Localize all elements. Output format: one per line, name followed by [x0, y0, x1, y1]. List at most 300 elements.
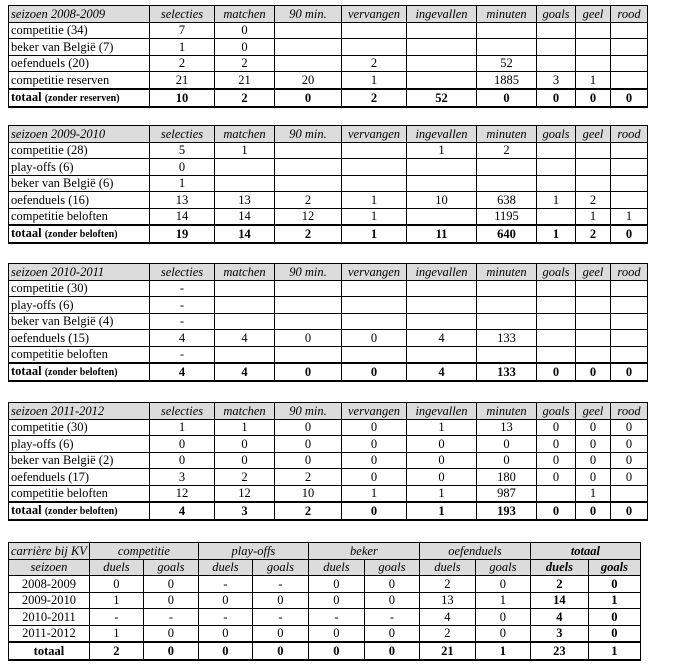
table-cell: 0	[215, 452, 275, 469]
table-row	[9, 175, 648, 192]
table-cell	[576, 159, 611, 176]
table-header-row	[9, 126, 648, 143]
table-row	[9, 485, 648, 502]
table-cell: 1885	[477, 72, 537, 89]
table-cell	[537, 175, 576, 192]
season-table	[8, 263, 648, 382]
table-cell	[275, 313, 342, 330]
table-cell	[407, 22, 477, 39]
career-cell: 0	[588, 609, 640, 626]
career-group-header	[9, 543, 641, 560]
row-label: beker van België (7)	[9, 39, 150, 56]
table-cell	[576, 280, 611, 297]
group-header: play-offs	[198, 543, 308, 560]
season-label: 2010-2011	[9, 609, 90, 626]
career-cell: 0	[308, 592, 364, 609]
table-row	[9, 280, 648, 297]
table-cell	[342, 39, 407, 56]
career-cell: 0	[143, 576, 198, 593]
career-row	[9, 592, 641, 609]
column-header: minuten	[477, 403, 537, 420]
row-label: oefenduels (20)	[9, 55, 150, 72]
table-cell	[611, 192, 648, 209]
row-label: beker van België (2)	[9, 452, 150, 469]
table-cell	[477, 159, 537, 176]
table-cell: 2	[342, 55, 407, 72]
table-cell: -	[150, 280, 215, 297]
table-cell	[611, 346, 648, 363]
career-cell: 0	[364, 576, 419, 593]
table-cell	[537, 313, 576, 330]
table-cell	[576, 55, 611, 72]
table-cell: 0	[275, 330, 342, 347]
table-cell: 0	[407, 469, 477, 486]
total-cell: 0	[537, 502, 576, 520]
career-cell: 1	[588, 592, 640, 609]
table-row	[9, 469, 648, 486]
subheader-cell: goals	[364, 559, 419, 576]
total-cell: 0	[477, 89, 537, 107]
row-label: play-offs (6)	[9, 159, 150, 176]
career-cell: -	[89, 609, 143, 626]
table-cell: 1	[342, 72, 407, 89]
table-cell: 1	[576, 485, 611, 502]
career-cell: 0	[308, 625, 364, 642]
career-cell: -	[252, 609, 308, 626]
row-label: beker van België (4)	[9, 313, 150, 330]
table-cell: 0	[537, 436, 576, 453]
total-cell: 1	[475, 642, 530, 660]
career-cell: 0	[475, 576, 530, 593]
table-cell	[477, 346, 537, 363]
total-cell: 0	[275, 89, 342, 107]
total-label: totaal	[9, 642, 90, 660]
column-header: 90 min.	[275, 6, 342, 23]
table-cell	[537, 39, 576, 56]
table-row	[9, 142, 648, 159]
table-cell: 0	[611, 419, 648, 436]
table-cell: 13	[215, 192, 275, 209]
table-cell: 1	[407, 419, 477, 436]
total-cell: 21	[419, 642, 475, 660]
total-word: totaal	[11, 226, 42, 240]
table-row	[9, 313, 648, 330]
table-row	[9, 22, 648, 39]
column-header: selecties	[150, 264, 215, 281]
subheader-cell: duels	[308, 559, 364, 576]
table-cell: 0	[576, 436, 611, 453]
table-row	[9, 72, 648, 89]
total-cell: 193	[477, 502, 537, 520]
career-cell: -	[252, 576, 308, 593]
table-cell: 7	[150, 22, 215, 39]
total-note: (zonder beloften)	[44, 506, 118, 517]
table-row	[9, 346, 648, 363]
table-cell	[537, 346, 576, 363]
table-cell	[215, 175, 275, 192]
subheader-cell: goals	[252, 559, 308, 576]
column-header: matchen	[215, 403, 275, 420]
career-cell: 0	[475, 609, 530, 626]
subheader-cell: duels	[419, 559, 475, 576]
career-cell: 2	[419, 576, 475, 593]
table-cell: 0	[342, 330, 407, 347]
table-cell: 1	[342, 485, 407, 502]
table-cell: 2	[275, 469, 342, 486]
group-header: competitie	[89, 543, 198, 560]
table-cell	[611, 485, 648, 502]
table-row	[9, 208, 648, 225]
table-header-row	[9, 403, 648, 420]
table-cell: 1	[537, 192, 576, 209]
total-cell: 0	[308, 642, 364, 660]
row-label: oefenduels (15)	[9, 330, 150, 347]
column-header: minuten	[477, 264, 537, 281]
table-cell	[342, 297, 407, 314]
table-cell: -	[150, 346, 215, 363]
table-cell: 0	[611, 452, 648, 469]
total-cell: 0	[611, 363, 648, 381]
table-cell	[537, 280, 576, 297]
table-cell	[342, 346, 407, 363]
total-cell: 2	[275, 225, 342, 243]
career-cell: 0	[198, 625, 252, 642]
table-cell: 987	[477, 485, 537, 502]
table-cell: 0	[342, 452, 407, 469]
table-cell: 20	[275, 72, 342, 89]
career-cell: 0	[89, 576, 143, 593]
table-row	[9, 419, 648, 436]
table-cell: 0	[407, 436, 477, 453]
total-cell: 1	[537, 225, 576, 243]
column-header: ingevallen	[407, 6, 477, 23]
row-label: competitie (28)	[9, 142, 150, 159]
table-cell: 12	[215, 485, 275, 502]
table-cell: 14	[150, 208, 215, 225]
career-cell: 0	[143, 592, 198, 609]
table-cell: 2	[150, 55, 215, 72]
total-cell: 0	[342, 363, 407, 381]
total-cell: 133	[477, 363, 537, 381]
table-cell: 2	[215, 55, 275, 72]
table-cell	[275, 175, 342, 192]
career-cell: 0	[252, 592, 308, 609]
table-cell	[342, 313, 407, 330]
table-cell: 0	[477, 436, 537, 453]
subheader-cell: goals	[143, 559, 198, 576]
table-cell: 0	[150, 159, 215, 176]
column-header: geel	[576, 264, 611, 281]
column-header: selecties	[150, 6, 215, 23]
table-cell: 4	[150, 330, 215, 347]
row-label: competitie beloften	[9, 346, 150, 363]
total-word: totaal	[11, 364, 42, 378]
table-cell	[576, 330, 611, 347]
column-header: vervangen	[342, 6, 407, 23]
table-cell: 5	[150, 142, 215, 159]
total-cell: 0	[537, 89, 576, 107]
row-label: play-offs (6)	[9, 436, 150, 453]
column-header: ingevallen	[407, 264, 477, 281]
total-cell: 0	[198, 642, 252, 660]
career-cell: 4	[530, 609, 588, 626]
total-cell: 0	[143, 642, 198, 660]
table-row	[9, 436, 648, 453]
table-cell	[537, 22, 576, 39]
table-cell: 13	[477, 419, 537, 436]
season-title: seizoen 2008-2009	[9, 6, 150, 23]
total-cell: 0	[611, 502, 648, 520]
career-cell: 0	[588, 576, 640, 593]
season-table	[8, 402, 648, 521]
table-cell	[215, 297, 275, 314]
total-note: (zonder beloften)	[44, 229, 118, 240]
table-cell	[407, 159, 477, 176]
total-cell: 1	[407, 502, 477, 520]
table-cell	[407, 346, 477, 363]
column-header: vervangen	[342, 264, 407, 281]
table-cell	[407, 72, 477, 89]
table-cell	[407, 175, 477, 192]
career-row	[9, 625, 641, 642]
table-cell	[537, 142, 576, 159]
subheader-cell: goals	[475, 559, 530, 576]
season-label: 2008-2009	[9, 576, 90, 593]
total-cell: 2	[576, 225, 611, 243]
table-cell: 0	[576, 469, 611, 486]
total-cell: 2	[275, 502, 342, 520]
career-cell: 0	[475, 625, 530, 642]
total-label	[9, 89, 150, 107]
table-header-row	[9, 264, 648, 281]
total-row	[9, 225, 648, 243]
table-cell	[537, 297, 576, 314]
table-cell: 133	[477, 330, 537, 347]
season-table	[8, 5, 648, 108]
table-cell	[342, 280, 407, 297]
table-cell	[537, 55, 576, 72]
table-cell	[275, 297, 342, 314]
total-cell: 4	[407, 363, 477, 381]
career-table	[8, 542, 641, 661]
row-label: competitie beloften	[9, 208, 150, 225]
table-cell	[342, 159, 407, 176]
table-cell	[611, 159, 648, 176]
career-title: carrière bij KV	[9, 543, 90, 560]
career-row	[9, 576, 641, 593]
career-cell: 14	[530, 592, 588, 609]
total-word: totaal	[11, 89, 42, 104]
table-cell	[407, 297, 477, 314]
table-row	[9, 330, 648, 347]
table-cell	[576, 297, 611, 314]
table-cell	[611, 55, 648, 72]
total-cell: 2	[342, 89, 407, 107]
career-cell: 0	[252, 625, 308, 642]
table-cell: 52	[477, 55, 537, 72]
table-cell: 10	[275, 485, 342, 502]
table-cell	[215, 280, 275, 297]
table-cell: 10	[407, 192, 477, 209]
table-cell: 12	[275, 208, 342, 225]
total-cell: 0	[576, 89, 611, 107]
column-header: ingevallen	[407, 403, 477, 420]
column-header: rood	[611, 126, 648, 143]
table-cell: 0	[477, 452, 537, 469]
career-total-row	[9, 642, 641, 660]
table-cell: 1	[215, 142, 275, 159]
table-cell: 1	[407, 485, 477, 502]
column-header: rood	[611, 403, 648, 420]
season-table	[8, 125, 648, 244]
total-cell: 19	[150, 225, 215, 243]
table-cell	[407, 55, 477, 72]
total-cell: 0	[275, 363, 342, 381]
total-cell: 0	[364, 642, 419, 660]
table-cell: 0	[407, 452, 477, 469]
table-cell: 21	[215, 72, 275, 89]
table-cell: 1195	[477, 208, 537, 225]
column-header: matchen	[215, 126, 275, 143]
total-cell: 4	[150, 502, 215, 520]
table-cell	[342, 142, 407, 159]
table-cell	[215, 346, 275, 363]
column-header: 90 min.	[275, 126, 342, 143]
column-header: matchen	[215, 264, 275, 281]
table-cell: 3	[150, 469, 215, 486]
column-header: selecties	[150, 403, 215, 420]
total-cell: 0	[576, 363, 611, 381]
table-cell: 0	[215, 22, 275, 39]
column-header: goals	[537, 264, 576, 281]
table-cell: 12	[150, 485, 215, 502]
subheader-cell: duels	[89, 559, 143, 576]
table-row	[9, 39, 648, 56]
table-cell	[537, 159, 576, 176]
table-cell	[537, 208, 576, 225]
table-row	[9, 297, 648, 314]
table-cell: 2	[576, 192, 611, 209]
career-cell: -	[308, 609, 364, 626]
table-cell: 14	[215, 208, 275, 225]
table-cell	[275, 39, 342, 56]
total-cell: 0	[576, 502, 611, 520]
career-row	[9, 609, 641, 626]
total-cell: 0	[611, 89, 648, 107]
total-cell: 0	[252, 642, 308, 660]
table-cell	[275, 142, 342, 159]
table-cell: 0	[576, 419, 611, 436]
subheader-cell: duels	[198, 559, 252, 576]
table-cell: 1	[576, 72, 611, 89]
table-cell: -	[150, 297, 215, 314]
table-cell: 180	[477, 469, 537, 486]
total-row	[9, 89, 648, 107]
table-cell: 1	[342, 208, 407, 225]
table-cell: 4	[407, 330, 477, 347]
table-cell	[477, 297, 537, 314]
table-cell: 0	[275, 419, 342, 436]
table-cell: 0	[150, 452, 215, 469]
table-row	[9, 55, 648, 72]
table-cell: 3	[537, 72, 576, 89]
total-cell: 4	[215, 363, 275, 381]
table-cell: 0	[611, 469, 648, 486]
table-cell: 0	[342, 419, 407, 436]
table-cell: 13	[150, 192, 215, 209]
table-header-row	[9, 6, 648, 23]
career-cell: 4	[419, 609, 475, 626]
table-cell: 0	[537, 452, 576, 469]
career-cell: 0	[364, 592, 419, 609]
total-note: (zonder beloften)	[44, 367, 118, 378]
total-cell: 11	[407, 225, 477, 243]
table-cell: 1	[407, 142, 477, 159]
column-header: geel	[576, 126, 611, 143]
table-cell	[275, 22, 342, 39]
column-header: goals	[537, 126, 576, 143]
table-cell: 0	[342, 436, 407, 453]
career-subheader	[9, 559, 641, 576]
table-cell	[611, 175, 648, 192]
total-cell: 0	[611, 225, 648, 243]
table-cell	[537, 330, 576, 347]
season-title: seizoen 2010-2011	[9, 264, 150, 281]
table-cell: 1	[150, 39, 215, 56]
table-cell	[611, 22, 648, 39]
row-label: competitie (34)	[9, 22, 150, 39]
total-word: totaal	[11, 503, 42, 517]
row-label: competitie beloften	[9, 485, 150, 502]
total-cell: 4	[150, 363, 215, 381]
row-label: competitie (30)	[9, 280, 150, 297]
total-label	[9, 363, 150, 381]
table-cell	[407, 208, 477, 225]
column-header: selecties	[150, 126, 215, 143]
career-cell: -	[198, 576, 252, 593]
total-cell: 2	[89, 642, 143, 660]
career-cell: -	[364, 609, 419, 626]
column-header: rood	[611, 6, 648, 23]
table-cell	[477, 280, 537, 297]
table-cell	[215, 159, 275, 176]
table-cell	[611, 39, 648, 56]
table-cell	[477, 175, 537, 192]
table-cell	[576, 175, 611, 192]
career-cell: 0	[588, 625, 640, 642]
table-row	[9, 192, 648, 209]
column-header: rood	[611, 264, 648, 281]
table-row	[9, 452, 648, 469]
group-header: beker	[308, 543, 419, 560]
row-label: competitie (30)	[9, 419, 150, 436]
total-cell: 640	[477, 225, 537, 243]
total-label	[9, 225, 150, 243]
career-cell: -	[143, 609, 198, 626]
career-cell: 1	[89, 592, 143, 609]
row-label: competitie reserven	[9, 72, 150, 89]
table-cell	[576, 142, 611, 159]
table-cell: 0	[342, 469, 407, 486]
total-cell: 0	[342, 502, 407, 520]
table-cell	[407, 280, 477, 297]
table-cell	[477, 22, 537, 39]
column-header: vervangen	[342, 403, 407, 420]
table-cell	[275, 346, 342, 363]
column-header: minuten	[477, 126, 537, 143]
career-cell: 2	[419, 625, 475, 642]
table-cell	[407, 39, 477, 56]
